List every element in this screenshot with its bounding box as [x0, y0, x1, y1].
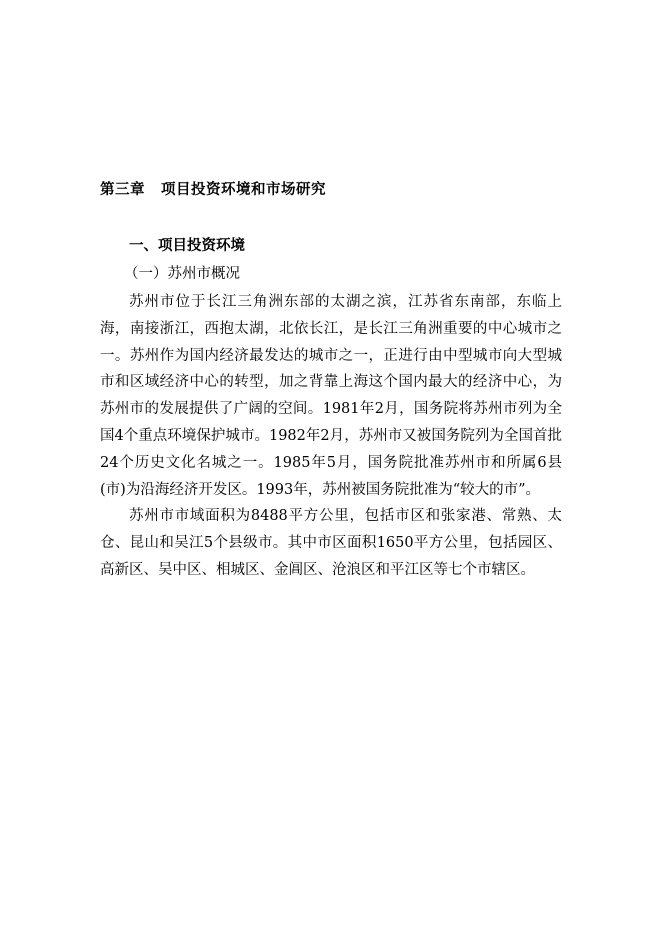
chapter-title-text: 项目投资环境和市场研究	[161, 181, 326, 198]
subsection-heading: （一）苏州市概况	[124, 266, 240, 282]
chapter-title	[100, 178, 326, 199]
body-paragraph-2: 苏州市市域面积为8488平方公里，包括市区和张家港、常熟、太仓、昆山和吴江5个县级市。其中市区面积1650平方公里，包括园区、高新区、吴中区、相城区、金阊区、沧浪区和平江区等七个市辖区。	[100, 508, 562, 578]
chapter-number: 第三章	[100, 181, 145, 198]
body-paragraph-1: 苏州市位于长江三角洲东部的太湖之滨，江苏省东南部，东临上海，南接浙江，西抱太湖，北依长江，是长江三角洲重要的中心城市之一。苏州作为国内经济最发达的城市之一，正进行由中型城市向大型城市和区域经济中心的转型，加之背靠上海这个国内最大的经济中心，为苏州市的发展提供了广阔的空间。1981年2月，国务院将苏州市列为全国4个重点环境保护城市。1982年2月，苏州市又被国务院列为全国首批24个历史文化名城之一。1985年5月，国务院批准苏州市和所属6县(市)为沿海经济开发区。1993年，苏州被国务院批准为“较大的市”。	[100, 294, 562, 498]
section-heading: 一、项目投资环境	[129, 237, 245, 254]
